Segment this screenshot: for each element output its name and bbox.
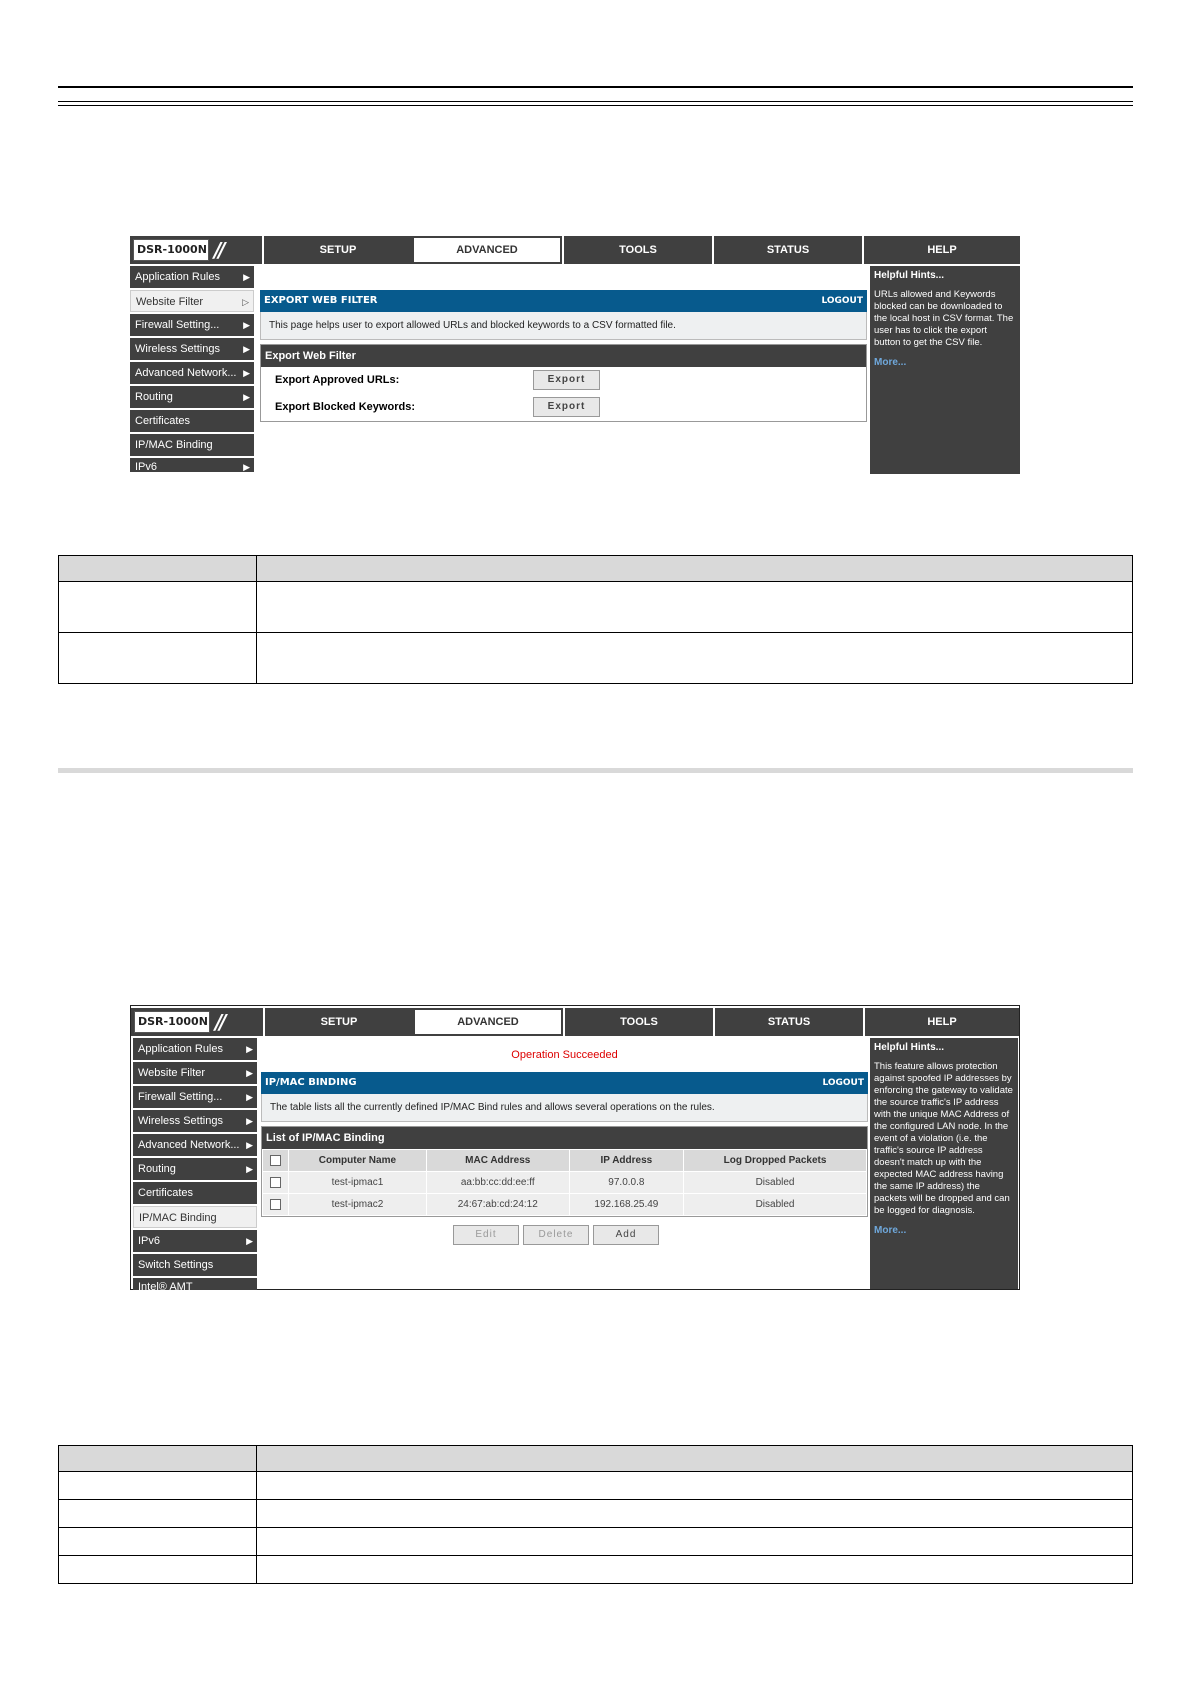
page-title-bar [260,290,867,312]
ip-mac-binding-screenshot [130,1005,1020,1290]
add-button[interactable]: Add [593,1225,659,1245]
table-header-cell [59,1446,257,1472]
delete-button[interactable]: Delete [523,1225,589,1245]
tab-setup[interactable]: SETUP [262,236,412,264]
table-header-cell [257,1446,1133,1472]
export-approved-urls-label: Export Approved URLs: [275,374,400,386]
ip-mac-binding-panel [261,1038,868,1257]
column-header-computer-name[interactable]: Computer Name [289,1150,427,1172]
help-panel [870,266,1020,474]
sidebar-item-wireless-settings[interactable]: Wireless Settings ▶ [133,1110,257,1132]
page-title: IP/MAC BINDING [265,1077,357,1088]
ip-address-cell: 192.168.25.49 [569,1194,683,1216]
sidebar-item-ipv6[interactable]: IPv6 ▶ [133,1230,257,1252]
tab-help[interactable]: HELP [863,1008,1019,1036]
sidebar-item-firewall-setting[interactable]: Firewall Setting... ▶ [130,314,254,336]
row-select-cell [263,1194,289,1216]
brand-logo: DSR-1000N [133,239,209,261]
arrow-right-icon: ▶ [243,462,250,472]
arrow-right-icon: ▶ [243,272,250,282]
sidebar-item-firewall-setting[interactable]: Firewall Setting... ▶ [133,1086,257,1108]
column-header-mac-address[interactable]: MAC Address [426,1150,569,1172]
table-cell [257,582,1133,633]
export-approved-urls-row [261,367,866,394]
select-all-checkbox[interactable] [270,1155,281,1166]
sidebar-item-ipv6[interactable]: IPv6 ▶ [130,458,254,472]
table-row[interactable] [263,1172,867,1194]
sidebar-item-certificates[interactable]: Certificates [133,1182,257,1204]
help-more-link[interactable]: More... [874,357,907,368]
computer-name-cell: test-ipmac1 [289,1172,427,1194]
action-button-bar [261,1217,868,1257]
arrow-right-icon: ▶ [246,1044,253,1054]
tab-tools[interactable]: TOOLS [562,236,712,264]
table-cell [59,1528,257,1556]
field-description-table-1 [58,555,1133,684]
help-text: URLs allowed and Keywords blocked can be downloaded to the local host in CSV format. The user has to click the export button to get the CSV file. [874,289,1014,348]
arrow-right-icon: ▶ [246,1068,253,1078]
arrow-right-icon: ▶ [243,344,250,354]
sidebar-item-intel-amt[interactable]: Intel® AMT [133,1278,257,1290]
arrow-right-icon: ▶ [243,392,250,402]
log-dropped-cell: Disabled [684,1172,867,1194]
header-rule-double-top [58,101,1133,102]
table-cell [257,633,1133,684]
page-title: EXPORT WEB FILTER [264,295,378,306]
table-cell [59,633,257,684]
section-divider [58,768,1133,773]
row-checkbox[interactable] [270,1177,281,1188]
page-title-bar [261,1072,868,1094]
header-rule-double-bottom [58,105,1133,106]
column-header-log-dropped-packets[interactable]: Log Dropped Packets [684,1150,867,1172]
help-text: This feature allows protection against spoofed IP addresses by enforcing the gateway to validate the source traffic's IP address with the unique MAC Address of the configured LAN node. In the event of a violation (i.e. the traffic's source IP address doesn't match up with the expected MAC address having the same IP address) the packets will be dropped and can be logged for diagnosis. [874,1061,1013,1216]
sidebar-item-routing[interactable]: Routing ▶ [130,386,254,408]
arrow-right-icon: ▶ [246,1092,253,1102]
select-all-cell [263,1150,289,1172]
table-header-cell [257,556,1133,582]
help-panel [870,1038,1018,1289]
table-cell [59,1500,257,1528]
section-title: List of IP/MAC Binding [262,1127,867,1149]
log-dropped-cell: Disabled [684,1194,867,1216]
table-cell [257,1556,1133,1584]
page-description: The table lists all the currently defined IP/MAC Bind rules and allows several operations on the rules. [261,1094,868,1122]
export-approved-urls-button[interactable]: Export [533,370,600,390]
sidebar-item-wireless-settings[interactable]: Wireless Settings ▶ [130,338,254,360]
column-header-ip-address[interactable]: IP Address [569,1150,683,1172]
tab-advanced[interactable]: ADVANCED [413,1008,563,1036]
arrow-right-icon: ▶ [243,368,250,378]
sidebar-item-switch-settings[interactable]: Switch Settings [133,1254,257,1276]
arrow-right-icon: ▶ [246,1164,253,1174]
sidebar-item-advanced-network[interactable]: Advanced Network... ▶ [130,362,254,384]
row-select-cell [263,1172,289,1194]
sidebar-item-certificates[interactable]: Certificates [130,410,254,432]
mac-address-cell: aa:bb:cc:dd:ee:ff [426,1172,569,1194]
table-header-row [263,1150,867,1172]
binding-table [262,1149,867,1216]
table-cell [59,582,257,633]
brand-area [131,1008,263,1036]
tab-tools[interactable]: TOOLS [563,1008,713,1036]
tab-setup[interactable]: SETUP [263,1008,413,1036]
table-cell [59,1472,257,1500]
arrow-right-icon: ▶ [246,1116,253,1126]
mac-address-cell: 24:67:ab:cd:24:12 [426,1194,569,1216]
arrow-right-icon: ▶ [246,1140,253,1150]
sidebar [133,1038,257,1292]
sidebar-item-ip-mac-binding[interactable]: IP/MAC Binding [133,1206,257,1228]
page-description: This page helps user to export allowed URLs and blocked keywords to a CSV formatted file. [260,312,867,340]
arrow-right-icon: ▶ [246,1236,253,1246]
top-navbar [131,1008,1019,1036]
computer-name-cell: test-ipmac2 [289,1194,427,1216]
table-cell [257,1472,1133,1500]
brand-slash-icon: // [214,238,223,262]
export-section [260,344,867,422]
section-title: Export Web Filter [261,345,866,367]
brand-logo: DSR-1000N [134,1011,210,1033]
sidebar-item-application-rules[interactable]: Application Rules ▶ [133,1038,257,1060]
brand-slash-icon: // [215,1010,224,1034]
table-row[interactable] [263,1194,867,1216]
row-checkbox[interactable] [270,1199,281,1210]
tab-status[interactable]: STATUS [712,236,862,264]
edit-button[interactable]: Edit [453,1225,519,1245]
tab-advanced[interactable]: ADVANCED [412,236,562,264]
export-panel [260,290,867,422]
logout-link[interactable]: LOGOUT [821,296,863,306]
table-cell [257,1528,1133,1556]
sidebar-item-website-filter[interactable]: Website Filter ▷ [130,290,254,312]
sidebar-item-ip-mac-binding[interactable]: IP/MAC Binding [130,434,254,456]
sidebar-item-website-filter[interactable]: Website Filter ▶ [133,1062,257,1084]
brand-area [130,236,262,264]
help-more-link[interactable]: More... [874,1225,907,1236]
sidebar [130,266,254,474]
export-web-filter-screenshot [130,236,1020,474]
table-header-cell [59,556,257,582]
sidebar-item-advanced-network[interactable]: Advanced Network... ▶ [133,1134,257,1156]
operation-success-message: Operation Succeeded [511,1049,618,1061]
field-description-table-2 [58,1445,1133,1584]
export-blocked-keywords-label: Export Blocked Keywords: [275,401,415,413]
logout-link[interactable]: LOGOUT [822,1078,864,1088]
tab-help[interactable]: HELP [862,236,1020,264]
sidebar-item-routing[interactable]: Routing ▶ [133,1158,257,1180]
tab-status[interactable]: STATUS [713,1008,863,1036]
export-blocked-keywords-row [261,394,866,421]
export-blocked-keywords-button[interactable]: Export [533,397,600,417]
arrow-right-outline-icon: ▷ [242,297,249,307]
binding-list-section [261,1126,868,1217]
sidebar-item-application-rules[interactable]: Application Rules ▶ [130,266,254,288]
top-navbar [130,236,1020,264]
arrow-right-icon: ▶ [243,320,250,330]
table-cell [257,1500,1133,1528]
header-rule [58,86,1133,88]
help-title: Helpful Hints... [874,270,944,281]
ip-address-cell: 97.0.0.8 [569,1172,683,1194]
help-title: Helpful Hints... [874,1042,944,1053]
table-cell [59,1556,257,1584]
